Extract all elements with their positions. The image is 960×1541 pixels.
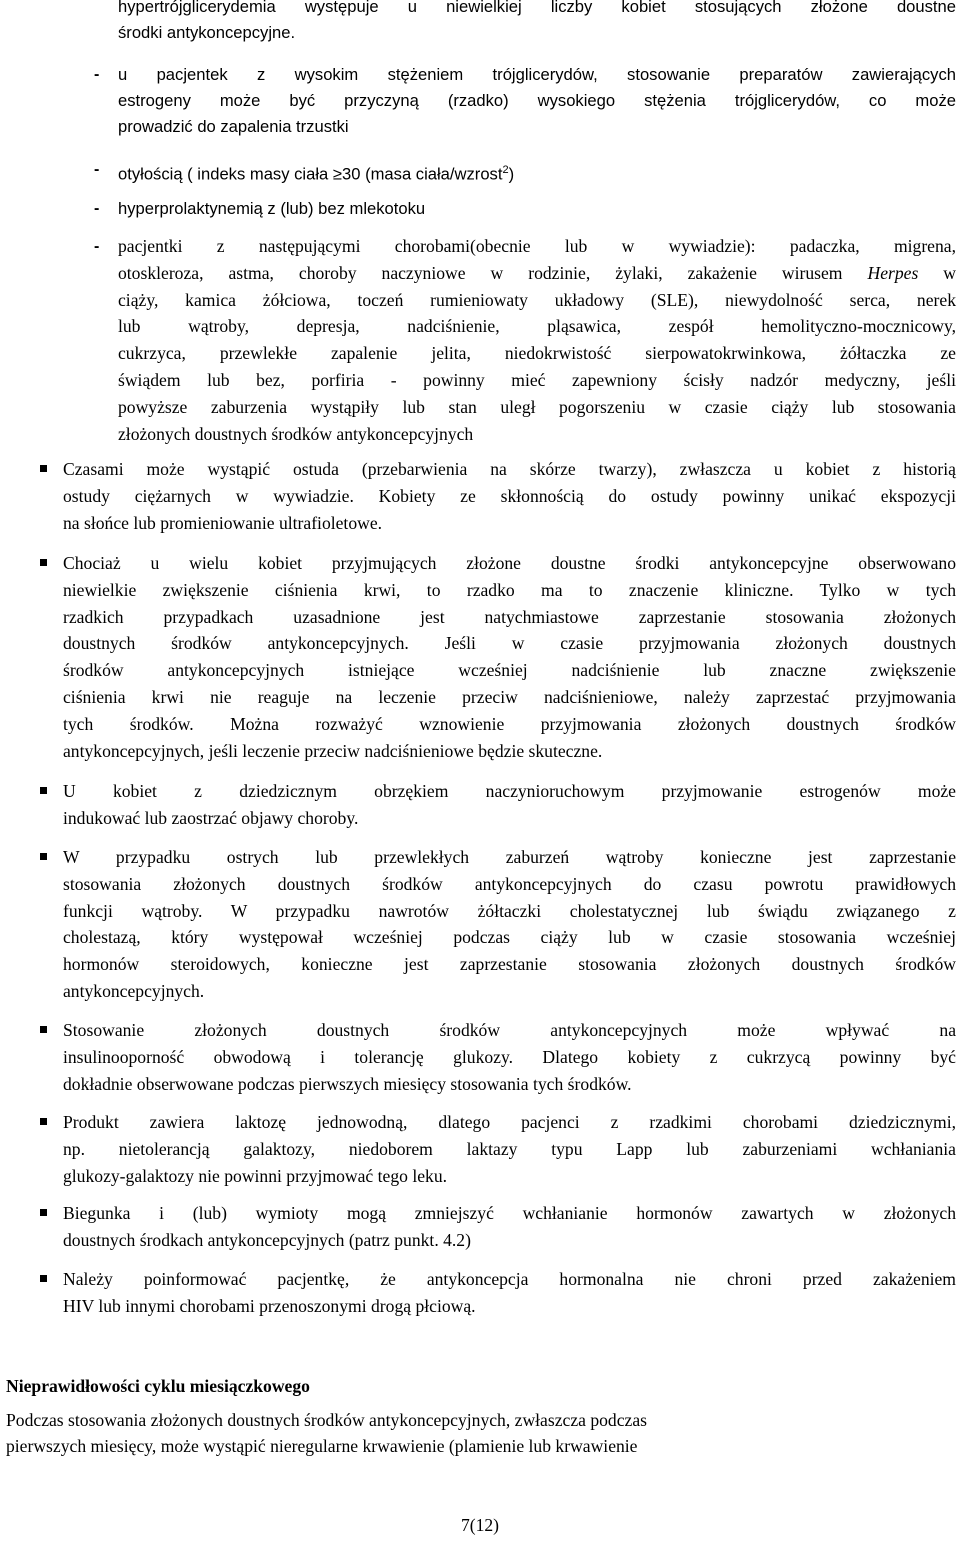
text-line: złożonych doustnych środków antykoncepcyjnych bbox=[118, 423, 474, 444]
square-bullet-icon bbox=[40, 1118, 47, 1125]
text-line: indukować lub zaostrzać objawy choroby. bbox=[63, 807, 359, 828]
dash-marker: - bbox=[94, 200, 100, 217]
dash-item bbox=[118, 157, 956, 188]
text-line: u pacjentek z wysokim stężeniem trójglicerydów, stosowanie preparatów zawierających bbox=[118, 65, 956, 84]
text-fragment: otoskleroza, astma, choroby naczyniowe w rodzinie, żylaki, zakażenie wirusem bbox=[118, 262, 868, 283]
dash-marker: - bbox=[94, 66, 100, 83]
dash-item bbox=[118, 233, 956, 447]
text-line: Biegunka i (lub) wymioty mogą zmniejszyć wchłanianie hormonów zawartych w złożonych bbox=[63, 1203, 956, 1223]
greater-equal-symbol: ≥ bbox=[332, 164, 342, 184]
square-bullet-icon bbox=[40, 853, 47, 860]
bullet-paragraph bbox=[63, 550, 956, 764]
text-line: na słońce lub promieniowanie ultrafioletowe. bbox=[63, 512, 383, 533]
text-line: glukozy-galaktozy nie powinni przyjmować tego leku. bbox=[63, 1165, 448, 1186]
text-line: powyższe zaburzenia wystąpiły lub stan uległ pogorszeniu w czasie ciąży lub stosowania bbox=[118, 396, 956, 417]
text-line: insulinooporność obwodową i tolerancję glukozy. Dlatego kobiety z cukrzycą powinny być bbox=[63, 1046, 956, 1067]
text-line: estrogeny może być przyczyną (rzadko) wysokiego stężenia trójglicerydów, co może bbox=[118, 91, 956, 110]
italic-term: Herpes bbox=[867, 262, 919, 283]
text-line: ciąży, kamica żółciowa, toczeń rumieniowaty układowy (SLE), niewydolność serca, nerek bbox=[118, 289, 956, 310]
bullet-paragraph bbox=[63, 456, 956, 536]
square-bullet-icon bbox=[40, 1275, 47, 1282]
text-line: hormonów steroidowych, konieczne jest zaprzestanie stosowania złożonych doustnych środków bbox=[63, 954, 956, 975]
text-line: pierwszych miesięcy, może wystąpić nieregularne krwawienie (plamienie lub krwawienie bbox=[6, 1436, 638, 1456]
text-line: Stosowanie złożonych doustnych środków antykoncepcyjnych może wpływać na bbox=[63, 1020, 956, 1040]
text-fragment: w bbox=[918, 262, 956, 283]
text-line: lub wątroby, depresja, nadciśnienie, pląsawica, zespół hemolityczno-mocznicowy, bbox=[118, 316, 956, 337]
text-line: cukrzyca, przewlekłe zapalenie jelita, niedokrwistość sierpowatokrwinkowa, żółtaczka ze bbox=[118, 343, 956, 364]
text-line: Należy poinformować pacjentkę, że antykoncepcja hormonalna nie chroni przed zakażeniem bbox=[63, 1269, 956, 1289]
text-line: stosowania złożonych doustnych środków antykoncepcyjnych do czasu powrotu prawidłowych bbox=[63, 873, 956, 894]
text-line: np. nietolerancją galaktozy, niedoborem laktazy typu Lapp lub zaburzeniami wchłaniania bbox=[63, 1138, 956, 1159]
text-line bbox=[118, 260, 956, 287]
text-line: Podczas stosowania złożonych doustnych środków antykoncepcyjnych, zwłaszcza podczas bbox=[6, 1410, 647, 1430]
text-line: dokładnie obserwowane podczas pierwszych miesięcy stosowania tych środków. bbox=[63, 1073, 632, 1094]
section-heading: Nieprawidłowości cyklu miesiączkowego bbox=[6, 1376, 310, 1396]
text-line: doustnych środkach antykoncepcyjnych (patrz punkt. 4.2) bbox=[63, 1229, 471, 1250]
square-bullet-icon bbox=[40, 559, 47, 566]
text-line: W przypadku ostrych lub przewlekłych zaburzeń wątroby konieczne jest zaprzestanie bbox=[63, 847, 956, 867]
text-line: doustnych środków antykoncepcyjnych. Jeśli w czasie przyjmowania złożonych doustnych bbox=[63, 633, 956, 654]
text-line: Chociaż u wielu kobiet przyjmujących złożone doustne środki antykoncepcyjne obserwowano bbox=[63, 553, 956, 573]
bullet-paragraph bbox=[63, 1200, 956, 1254]
dash-marker: - bbox=[94, 238, 100, 255]
text-line: antykoncepcyjnych, jeśli leczenie przeciw nadciśnieniowe będzie skuteczne. bbox=[63, 740, 603, 761]
text-fragment: 30 (masa ciała/wzrost bbox=[342, 164, 503, 184]
text-fragment: ) bbox=[508, 164, 515, 184]
bullet-paragraph bbox=[63, 844, 956, 1005]
text-line: rzadkich przypadkach uzasadnione jest natychmiastowe zaprzestanie stosowania złożonych bbox=[63, 606, 956, 627]
text-line: cholestazą, który występował wcześniej podczas ciąży lub w czasie stosowania wcześniej bbox=[63, 927, 956, 948]
text-line: środków antykoncepcyjnych istniejące wcześniej nadciśnienie lub znaczne zwiększenie bbox=[63, 660, 956, 681]
bullet-paragraph bbox=[63, 778, 956, 832]
text-line: ciśnienia krwi nie reaguje na leczenie przeciw nadciśnieniowe, należy zaprzestać przyjmowania bbox=[63, 686, 956, 707]
text-line: środki antykoncepcyjne. bbox=[118, 23, 296, 42]
top-continuation-paragraph bbox=[118, 0, 956, 46]
dash-item bbox=[118, 196, 956, 222]
dash-item bbox=[118, 62, 956, 140]
text-line: funkcji wątroby. W przypadku nawrotów żółtaczki cholestatycznej lub świądu związanego z bbox=[63, 900, 956, 921]
dash-marker: - bbox=[94, 161, 100, 178]
square-bullet-icon bbox=[40, 787, 47, 794]
text-line: pacjentki z następującymi chorobami(obecnie lub w wywiadzie): padaczka, migrena, bbox=[118, 236, 956, 256]
bullet-paragraph bbox=[63, 1109, 956, 1189]
bullet-paragraph bbox=[63, 1017, 956, 1097]
text-line: HIV lub innymi chorobami przenoszonymi drogą płciową. bbox=[63, 1295, 476, 1316]
text-line: świądem lub bez, porfiria - powinny mieć zapewniony ścisły nadzór medyczny, jeśli bbox=[118, 369, 956, 390]
text-fragment: otyłością ( indeks masy ciała bbox=[118, 164, 333, 184]
page-number: 7(12) bbox=[460, 1515, 500, 1535]
square-bullet-icon bbox=[40, 465, 47, 472]
text-line: ostudy ciężarnych w wywiadzie. Kobiety ze skłonnością do ostudy powinny unikać ekspozycji bbox=[63, 485, 956, 506]
text-line: antykoncepcyjnych. bbox=[63, 980, 205, 1001]
square-bullet-icon bbox=[40, 1026, 47, 1033]
section-paragraph bbox=[6, 1407, 956, 1459]
text-line: hypertrójglicerydemia występuje u niewielkiej liczby kobiet stosujących złożone doustne bbox=[118, 0, 956, 16]
bullet-paragraph bbox=[63, 1266, 956, 1320]
square-bullet-icon bbox=[40, 1209, 47, 1216]
text-line: prowadzić do zapalenia trzustki bbox=[118, 117, 349, 136]
text-line: tych środków. Można rozważyć wznowienie przyjmowania złożonych doustnych środków bbox=[63, 713, 956, 734]
text-line: Produkt zawiera laktozę jednowodną, dlatego pacjenci z rzadkimi chorobami dziedzicznymi, bbox=[63, 1112, 956, 1132]
superscript: 2 bbox=[502, 164, 509, 176]
text-line bbox=[118, 157, 956, 188]
text-line: Czasami może wystąpić ostuda (przebarwienia na skórze twarzy), zwłaszcza u kobiet z historią bbox=[63, 459, 956, 479]
text-line: hyperprolaktynemią z (lub) bez mlekotoku bbox=[118, 199, 426, 218]
text-line: U kobiet z dziedzicznym obrzękiem naczynioruchowym przyjmowanie estrogenów może bbox=[63, 781, 956, 801]
text-line: niewielkie zwiększenie ciśnienia krwi, to rzadko ma to znaczenie kliniczne. Tylko w tych bbox=[63, 579, 956, 600]
